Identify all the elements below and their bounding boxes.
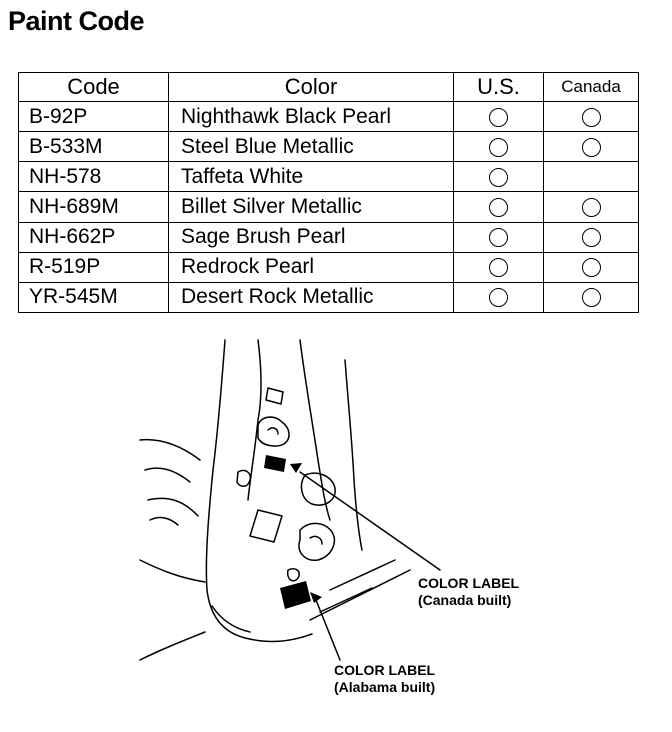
callout-alabama-line2: (Alabama built) bbox=[334, 679, 436, 695]
cell-canada bbox=[544, 102, 639, 132]
availability-circle-icon bbox=[489, 258, 508, 277]
callout-alabama-line1: COLOR LABEL bbox=[334, 662, 436, 678]
cell-us bbox=[454, 132, 544, 162]
callout-canada-line1: COLOR LABEL bbox=[418, 575, 520, 591]
availability-circle-icon bbox=[582, 108, 601, 127]
table-row bbox=[19, 252, 639, 282]
availability-circle-icon bbox=[489, 168, 508, 187]
arrow-alabama bbox=[310, 592, 322, 603]
cell-us bbox=[454, 252, 544, 282]
door-pillar-illustration bbox=[0, 320, 672, 720]
cell-code: R-519P bbox=[19, 252, 169, 282]
cell-us bbox=[454, 102, 544, 132]
table-row bbox=[19, 192, 639, 222]
cell-canada bbox=[544, 132, 639, 162]
availability-circle-icon bbox=[489, 228, 508, 247]
availability-circle-icon bbox=[489, 198, 508, 217]
callout-alabama bbox=[334, 662, 435, 696]
availability-circle-icon bbox=[582, 258, 601, 277]
paint-code-table bbox=[18, 72, 639, 313]
cell-color: Nighthawk Black Pearl bbox=[169, 102, 454, 132]
callout-canada-line2: (Canada built) bbox=[418, 592, 512, 608]
color-label-canada bbox=[264, 455, 286, 472]
cell-canada bbox=[544, 252, 639, 282]
cell-canada bbox=[544, 162, 639, 192]
cell-us bbox=[454, 282, 544, 312]
cell-code: B-533M bbox=[19, 132, 169, 162]
cell-color: Desert Rock Metallic bbox=[169, 282, 454, 312]
cell-color: Steel Blue Metallic bbox=[169, 132, 454, 162]
leader-line-canada bbox=[300, 472, 440, 570]
door-latch bbox=[301, 473, 335, 505]
table-header-row bbox=[19, 73, 639, 102]
cell-us bbox=[454, 222, 544, 252]
availability-circle-icon bbox=[582, 288, 601, 307]
cell-color: Redrock Pearl bbox=[169, 252, 454, 282]
availability-circle-icon bbox=[489, 288, 508, 307]
header-code: Code bbox=[19, 73, 169, 102]
table-row bbox=[19, 222, 639, 252]
door-edge bbox=[140, 440, 200, 460]
callout-canada bbox=[418, 575, 519, 609]
cell-code: B-92P bbox=[19, 102, 169, 132]
cell-code: NH-578 bbox=[19, 162, 169, 192]
cell-canada bbox=[544, 222, 639, 252]
cell-color: Billet Silver Metallic bbox=[169, 192, 454, 222]
table-row bbox=[19, 102, 639, 132]
cell-code: NH-689M bbox=[19, 192, 169, 222]
cell-color: Sage Brush Pearl bbox=[169, 222, 454, 252]
table-row bbox=[19, 162, 639, 192]
header-us: U.S. bbox=[454, 73, 544, 102]
page-title: Paint Code bbox=[8, 6, 145, 36]
cell-code: NH-662P bbox=[19, 222, 169, 252]
availability-circle-icon bbox=[489, 138, 508, 157]
cell-us bbox=[454, 192, 544, 222]
table-row bbox=[19, 132, 639, 162]
cell-color: Taffeta White bbox=[169, 162, 454, 192]
upper-bracket bbox=[258, 417, 289, 446]
cell-canada bbox=[544, 282, 639, 312]
header-color: Color bbox=[169, 73, 454, 102]
availability-circle-icon bbox=[489, 108, 508, 127]
availability-circle-icon bbox=[582, 198, 601, 217]
cell-canada bbox=[544, 192, 639, 222]
cell-code: YR-545M bbox=[19, 282, 169, 312]
color-label-alabama bbox=[280, 581, 311, 609]
header-canada: Canada bbox=[544, 73, 639, 102]
availability-circle-icon bbox=[582, 228, 601, 247]
cell-us bbox=[454, 162, 544, 192]
table-row bbox=[19, 282, 639, 312]
availability-circle-icon bbox=[582, 138, 601, 157]
